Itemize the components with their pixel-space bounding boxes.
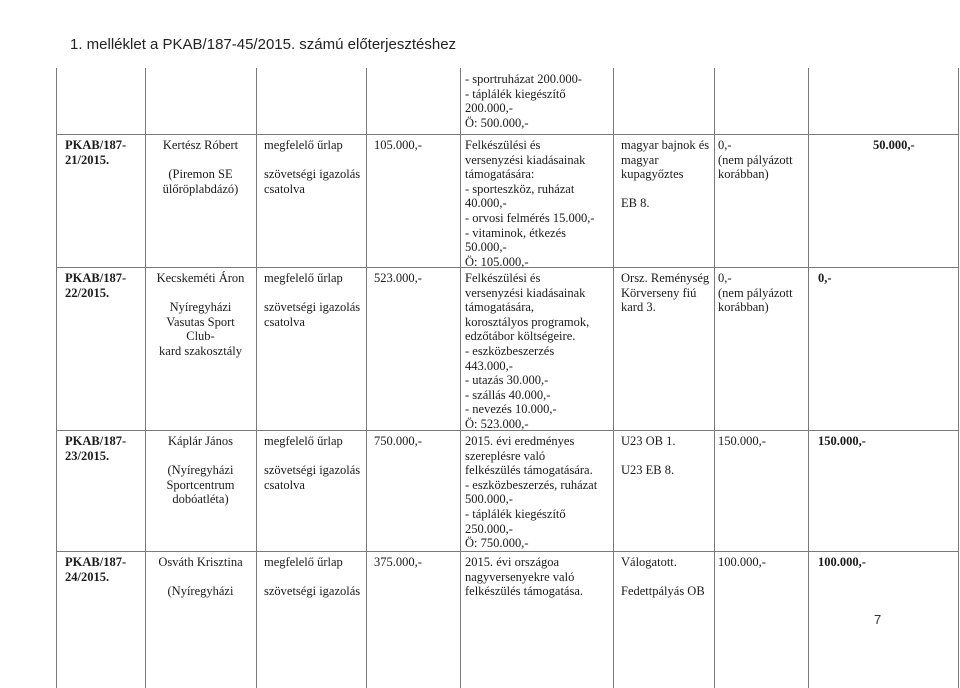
cell-line: felkészülés támogatására. (465, 463, 593, 478)
cell-line: kard 3. (621, 300, 656, 315)
cell-line: 2015. évi eredményes (465, 434, 575, 448)
row-requested: 750.000,- (374, 434, 422, 448)
cell-line: Vasutas Sport (166, 314, 235, 329)
row-id (65, 138, 126, 167)
cell-line: 40.000,- (465, 196, 507, 211)
cell-line: 23/2015. (65, 448, 110, 463)
document-status-line: szövetségi igazolás (264, 463, 361, 478)
blank-line (264, 570, 360, 585)
top-fragment-cell (465, 72, 582, 130)
cell-line: - szállás 40.000,- (465, 387, 551, 402)
row-results (621, 555, 705, 599)
row-purpose (465, 555, 583, 599)
row-previous (718, 555, 766, 570)
row-purpose (465, 434, 597, 551)
cell-line: (Nyíregyházi (167, 584, 234, 599)
cell-line: versenyzési kiadásainak (465, 152, 586, 167)
cell-line: - eszközbeszerzés, ruházat (465, 477, 598, 492)
cell-line: - utazás 30.000,- (465, 373, 549, 388)
cell-line: 200.000,- (465, 101, 513, 116)
document-status-line: csatolva (264, 181, 305, 196)
cell-line: Ö: 750.000,- (465, 536, 529, 551)
row-previous (718, 271, 793, 315)
row-purpose (465, 271, 589, 432)
cell-line: Sportcentrum (166, 477, 235, 492)
row-id (65, 434, 126, 463)
cell-line: PKAB/187- (65, 555, 127, 569)
blank-line (264, 286, 360, 301)
cell-line: U23 OB 1. (621, 434, 676, 448)
cell-line: - nevezés 10.000,- (465, 402, 557, 417)
blank-line (621, 570, 705, 585)
cell-line: támogatására, (465, 300, 535, 315)
applicant-name: Káplár János (168, 434, 233, 448)
cell-line: 21/2015. (65, 152, 110, 167)
cell-line: 22/2015. (65, 285, 110, 300)
row-documents (264, 555, 360, 599)
document-status-line: megfelelő űrlap (264, 434, 343, 448)
cell-line: korábban) (718, 167, 769, 182)
document-status-line: megfelelő űrlap (264, 555, 343, 569)
row-results (621, 434, 676, 478)
cell-line: felkészülés támogatása. (465, 584, 584, 599)
applications-table (56, 68, 959, 688)
cell-line: Fedettpályás OB (621, 584, 705, 599)
row-documents (264, 138, 360, 196)
cell-line: edzőtábor költségeire. (465, 329, 576, 344)
cell-line: Ö: 105.000,- (465, 254, 529, 269)
document-status-line: csatolva (264, 477, 305, 492)
row-requested: 105.000,- (374, 138, 422, 152)
document-status-line: szövetségi igazolás (264, 300, 361, 315)
blank-line (145, 449, 256, 464)
row-requested: 523.000,- (374, 271, 422, 285)
cell-line: 250.000,- (465, 521, 513, 536)
document-status-line: szövetségi igazolás (264, 584, 361, 599)
blank-line (145, 153, 256, 168)
cell-line: 150.000,- (718, 434, 766, 448)
cell-line: 100.000,- (718, 555, 766, 569)
row-previous (718, 434, 766, 449)
row-applicant (145, 434, 256, 507)
row-documents (264, 434, 360, 492)
cell-line: 0,- (718, 138, 732, 152)
applicant-name: Kertész Róbert (162, 138, 239, 152)
cell-line: nagyversenyekre való (465, 569, 575, 584)
page-number: 7 (874, 612, 882, 627)
cell-line: 2015. évi országoa (465, 555, 560, 569)
cell-line: kupagyőztes (621, 167, 684, 182)
cell-line: Club- (186, 329, 215, 344)
cell-line: 50.000,- (465, 240, 507, 255)
blank-line (264, 449, 360, 464)
cell-line: dobóatléta) (172, 492, 229, 507)
row-applicant (145, 555, 256, 599)
blank-line (145, 286, 256, 301)
cell-line: - táplálék kiegészítő (465, 506, 566, 521)
cell-line: korábban) (718, 300, 769, 315)
cell-line: - sporteszköz, ruházat (465, 181, 575, 196)
cell-line: U23 EB 8. (621, 463, 675, 478)
cell-line: támogatására: (465, 167, 535, 182)
document-status-line: megfelelő űrlap (264, 138, 343, 152)
cell-line: (Nyíregyházi (167, 463, 234, 478)
document-status-line: szövetségi igazolás (264, 167, 361, 182)
cell-line: - sportruházat 200.000- (465, 72, 582, 86)
document-status-line: megfelelő űrlap (264, 271, 343, 285)
applicant-name: Osváth Krisztina (158, 555, 243, 569)
row-proposed: 100.000,- (818, 555, 866, 569)
row-proposed: 0,- (818, 271, 832, 285)
cell-line: 443.000,- (465, 358, 513, 373)
row-results (621, 271, 709, 315)
document-status-line: csatolva (264, 314, 305, 329)
applicant-name: Kecskeméti Áron (156, 271, 245, 285)
row-applicant (145, 271, 256, 359)
cell-line: - eszközbeszerzés (465, 343, 555, 358)
row-previous (718, 138, 793, 182)
cell-line: - orvosi felmérés 15.000,- (465, 210, 595, 225)
cell-line: versenyzési kiadásainak (465, 285, 586, 300)
cell-line: Orsz. Reménység (621, 271, 710, 285)
cell-line: 500.000,- (465, 492, 513, 507)
row-documents (264, 271, 360, 329)
row-purpose (465, 138, 594, 269)
document-header: 1. melléklet a PKAB/187-45/2015. számú előterjesztéshez (70, 36, 457, 53)
cell-line: Nyíregyházi (169, 300, 232, 315)
cell-line: PKAB/187- (65, 138, 127, 152)
row-applicant (145, 138, 256, 196)
cell-line: (nem pályázott (718, 285, 793, 300)
cell-line: (nem pályázott (718, 152, 793, 167)
cell-line: szereplésre való (465, 448, 546, 463)
cell-line: - vitaminok, étkezés (465, 225, 567, 240)
cell-line: PKAB/187- (65, 434, 127, 448)
cell-line: Ö: 500.000,- (465, 115, 529, 130)
row-id (65, 555, 126, 584)
cell-line: Körverseny fiú (621, 285, 697, 300)
row-results (621, 138, 709, 211)
cell-line: kard szakosztály (159, 343, 242, 358)
cell-line: EB 8. (621, 196, 650, 211)
cell-line: magyar bajnok és (621, 138, 710, 152)
row-id (65, 271, 126, 300)
row-requested: 375.000,- (374, 555, 422, 569)
cell-line: 24/2015. (65, 569, 110, 584)
row-proposed: 50.000,- (873, 138, 915, 152)
cell-line: Felkészülési és (465, 271, 541, 285)
cell-line: magyar (621, 152, 659, 167)
cell-line: (Piremon SE (168, 167, 233, 182)
cell-line: - táplálék kiegészítő (465, 86, 566, 101)
cell-line: Ö: 523.000,- (465, 416, 529, 431)
cell-line: Válogatott. (621, 555, 677, 569)
cell-line: Felkészülési és (465, 138, 541, 152)
cell-line: 0,- (718, 271, 732, 285)
row-proposed: 150.000,- (818, 434, 866, 448)
blank-line (621, 449, 676, 464)
cell-line: korosztályos programok, (465, 314, 590, 329)
cell-line: PKAB/187- (65, 271, 127, 285)
blank-line (621, 182, 709, 197)
blank-line (264, 153, 360, 168)
cell-line: ülőröplabdázó) (162, 181, 239, 196)
blank-line (145, 570, 256, 585)
